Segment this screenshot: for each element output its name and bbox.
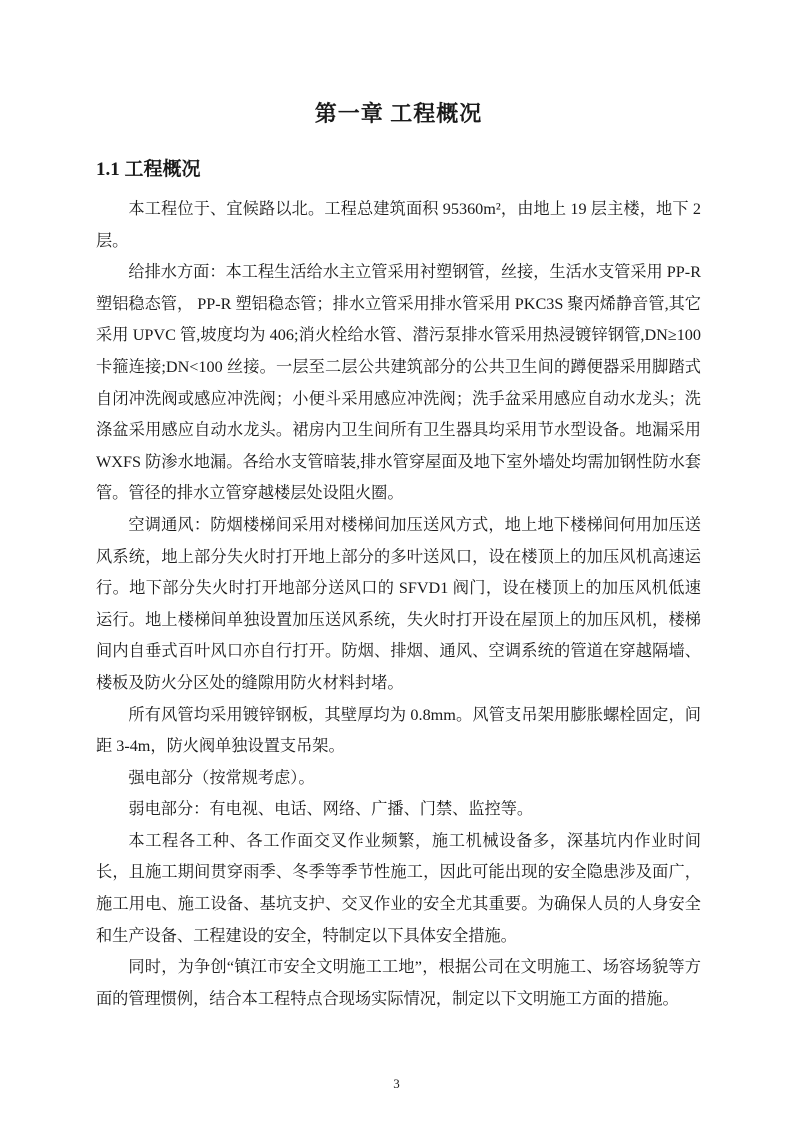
paragraph: 本工程位于、宜候路以北。工程总建筑面积 95360m²，由地上 19 层主楼，地下 2 层。	[96, 200, 701, 250]
section-heading: 1.1 工程概况	[96, 159, 201, 180]
paragraph: 弱电部分：有电视、电话、网络、广播、门禁、监控等。	[128, 800, 534, 819]
paragraph: 强电部分（按常规考虑）。	[128, 768, 315, 787]
paragraph: 给排水方面：本工程生活给水主立管采用衬塑钢管，丝接，生活水支管采用 PP-R 塑铝稳态管， PP-R 塑铝稳态管；排水立管采用排水管采用 PKC3S 聚丙烯静音管,其它采用 UPVC 管,坡度均为 406;消火栓给水管、潜污泵排水管采用热浸镀锌钢管,DN≥100 卡箍连接;DN<100 丝接。一层至二层公共建筑部分的公共卫生间的蹲便器采用脚踏式自闭冲洗阀或感应冲洗阀；小便斗采用感应冲洗阀；洗手盆采用感应自动水龙头；洗涤盆采用感应自动水龙头。裙房内卫生间所有卫生器具均采用节水型设备。地漏采用 WXFS 防渗水地漏。各给水支管暗装,排水管穿屋面及地下室外墙处均需加钢性防水套管。管径的排水立管穿越楼层处设阻火圈。	[96, 263, 701, 503]
paragraph: 空调通风：防烟楼梯间采用对楼梯间加压送风方式，地上地下楼梯间何用加压送风系统，地上部分失火时打开地上部分的多叶送风口，设在楼顶上的加压风机高速运行。地下部分失火时打开地部分送风口的 SFVD1 阀门，设在楼顶上的加压风机低速运行。地上楼梯间单独设置加压送风系统，失火时打开设在屋顶上的加压风机，楼梯间内自垂式百叶风口亦自行打开。防烟、排烟、通风、空调系统的管道在穿越隔墙、楼板及防火分区处的缝隙用防火材料封堵。	[96, 515, 701, 692]
page-number: 3	[393, 1076, 400, 1091]
paragraph: 所有风管均采用镀锌钢板，其壁厚均为 0.8mm。风管支吊架用膨胀螺栓固定，间距 3-4m，防火阀单独设置支吊架。	[96, 705, 701, 756]
document-body	[96, 194, 701, 1015]
paragraph: 同时，为争创“镇江市安全文明施工工地”，根据公司在文明施工、场容场貌等方面的管理惯例，结合本工程特点合现场实际情况，制定以下文明施工方面的措施。	[96, 958, 701, 1008]
chapter-title: 第一章 工程概况	[314, 101, 483, 126]
paragraph: 本工程各工种、各工作面交叉作业频繁，施工机械设备多，深基坑内作业时间长，且施工期间贯穿雨季、冬季等季节性施工，因此可能出现的安全隐患涉及面广，施工用电、施工设备、基坑支护、交叉作业的安全尤其重要。为确保人员的人身安全和生产设备、工程建设的安全，特制定以下具体安全措施。	[96, 831, 701, 945]
